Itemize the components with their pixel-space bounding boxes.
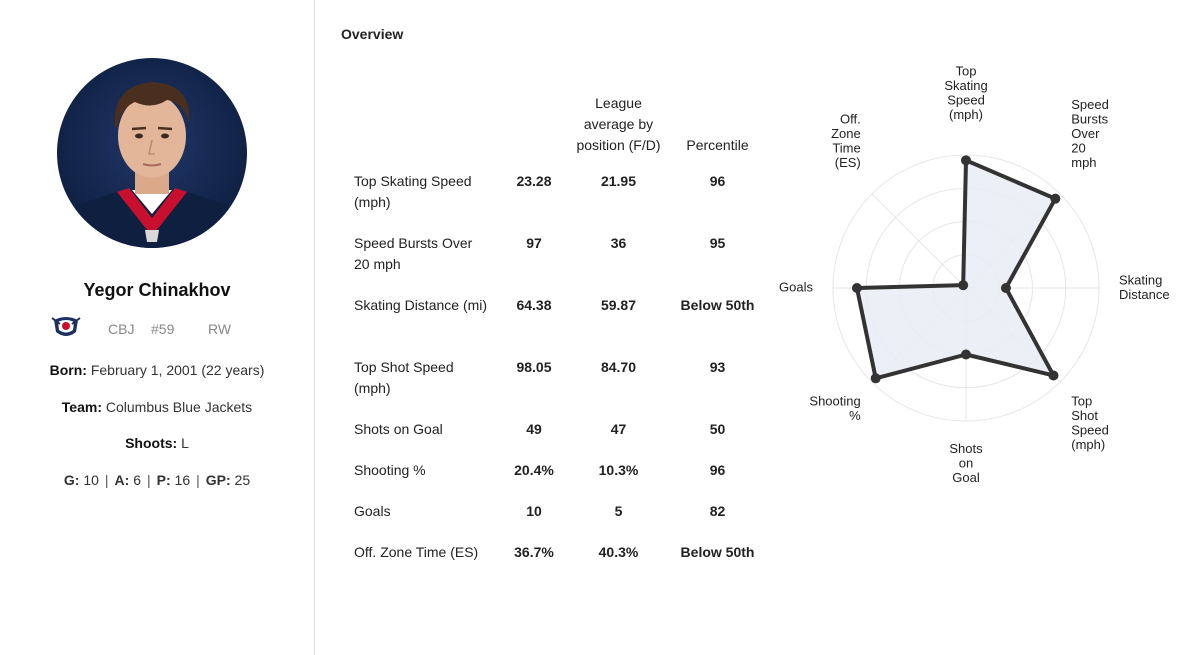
overview-title: Overview <box>341 26 404 42</box>
radar-axis-label <box>1071 393 1109 452</box>
radar-data-point <box>1001 283 1011 293</box>
league-average-cell: 36 <box>610 235 627 251</box>
radar-data-point <box>871 373 881 383</box>
table-row <box>353 459 767 500</box>
radar-axis-label-line: Goal <box>952 470 980 485</box>
radar-axis-label-line: (mph) <box>1071 436 1106 452</box>
value-cell: 23.28 <box>516 173 552 189</box>
player-headshot <box>57 58 247 248</box>
value-cell: 49 <box>526 421 542 437</box>
radar-chart <box>760 63 1180 495</box>
radar-spoke <box>872 194 966 288</box>
league-average-cell: 47 <box>610 421 627 437</box>
stats-separator: | <box>147 472 151 488</box>
radar-axis-label <box>779 280 813 295</box>
radar-axis-label-line: mph <box>1071 154 1097 170</box>
league-average-cell: 84.70 <box>600 359 637 375</box>
points-value: 16 <box>174 472 191 488</box>
radar-axis-label-line: (mph) <box>949 107 983 123</box>
radar-axis-label-line: on <box>958 455 974 471</box>
radar-data-point <box>1048 370 1058 380</box>
table-row <box>353 232 767 294</box>
team-logo-icon <box>50 314 82 340</box>
table-header-row <box>353 92 767 170</box>
radar-axis-label <box>949 441 983 485</box>
metric-cell: Goals <box>354 503 391 519</box>
percentile-cell: Below 50th <box>680 544 755 560</box>
metric-cell: Skating Distance (mi) <box>354 297 488 313</box>
stats-separator: | <box>196 472 200 488</box>
radar-data-point <box>1050 194 1060 204</box>
player-team-row <box>0 316 314 342</box>
radar-data-point <box>958 280 968 290</box>
league-average-cell: 21.95 <box>600 173 637 189</box>
value-cell: 98.05 <box>516 359 552 375</box>
born-info <box>0 362 314 378</box>
team-abbreviation: CBJ <box>108 321 135 337</box>
table-row <box>353 356 767 418</box>
team-info <box>0 399 314 415</box>
radar-axis-label-line: (ES) <box>834 154 861 170</box>
born-value: February 1, 2001 (22 years) <box>90 362 265 378</box>
radar-axis-label <box>809 393 861 423</box>
radar-axis-label-line: Speed <box>1071 96 1109 112</box>
league-average-cell: 40.3% <box>598 544 639 560</box>
header-league-average: League average by position (F/D) <box>576 95 661 153</box>
radar-axis-label-line: Zone <box>831 125 861 141</box>
header-percentile: Percentile <box>686 137 749 153</box>
radar-axis-label-line: Shots <box>949 441 983 456</box>
radar-data-point <box>961 155 971 165</box>
radar-axis-label <box>944 64 987 122</box>
league-average-cell: 59.87 <box>600 297 637 313</box>
games-played-value: 25 <box>234 472 251 488</box>
radar-axis-label-line: Over <box>1071 125 1100 141</box>
metric-cell: Top Shot Speed (mph) <box>354 359 454 396</box>
radar-data-point <box>852 283 862 293</box>
radar-axis-label-line: Top <box>955 63 977 79</box>
value-cell: 64.38 <box>516 297 552 313</box>
points-label: P: <box>156 472 171 488</box>
value-cell: 97 <box>526 235 542 251</box>
percentile-cell: 82 <box>709 503 726 519</box>
percentile-cell: 96 <box>709 173 726 189</box>
radar-axis-label <box>1119 272 1170 302</box>
radar-axis-label-line: Skating <box>944 78 988 94</box>
percentile-cell: 95 <box>709 235 726 251</box>
radar-axis-label-line: Shot <box>1071 407 1099 423</box>
games-played-label: GP: <box>205 472 231 488</box>
radar-axis-label-line: Time <box>832 140 861 156</box>
metric-cell: Speed Bursts Over 20 mph <box>354 235 473 272</box>
team-label: Team: <box>61 399 102 415</box>
stats-separator: | <box>104 472 109 488</box>
table-row <box>353 418 767 459</box>
goals-value: 10 <box>83 472 99 488</box>
assists-value: 6 <box>133 472 142 488</box>
percentile-cell: 96 <box>709 462 726 478</box>
overview-table-body <box>353 170 767 582</box>
value-cell: 10 <box>526 503 542 519</box>
radar-axis-label-line: Off. <box>840 111 861 127</box>
radar-axis-label-line: Goals <box>779 279 813 295</box>
metric-cell: Off. Zone Time (ES) <box>354 544 479 560</box>
percentile-cell: Below 50th <box>680 297 755 313</box>
radar-axis-label <box>831 111 861 170</box>
radar-axis-label-line: Top <box>1071 393 1093 409</box>
radar-series-polygon <box>857 160 1055 378</box>
radar-axis-label <box>1071 97 1109 170</box>
radar-axis-label-line: % <box>849 407 861 423</box>
shoots-label: Shoots: <box>125 435 178 451</box>
team-value: Columbus Blue Jackets <box>105 399 253 415</box>
player-position: RW <box>208 321 232 337</box>
shoots-info <box>0 435 314 451</box>
percentile-cell: 50 <box>709 421 726 437</box>
assists-label: A: <box>114 472 130 488</box>
jersey-number: #59 <box>151 321 175 337</box>
radar-axis-label-line: Shooting <box>809 393 861 409</box>
metric-cell: Shooting % <box>354 462 426 478</box>
header-metric <box>353 92 499 170</box>
season-stats <box>0 472 314 488</box>
overview-table <box>353 92 767 582</box>
metric-cell: Top Skating Speed (mph) <box>354 173 472 210</box>
table-row <box>353 500 767 541</box>
player-profile-panel <box>0 0 315 655</box>
goals-label: G: <box>63 472 80 488</box>
percentile-cell: 93 <box>709 359 726 375</box>
radar-axis-label-line: Speed <box>1071 422 1109 438</box>
header-value <box>499 92 569 170</box>
league-average-cell: 10.3% <box>598 462 639 478</box>
league-average-cell: 5 <box>614 503 623 519</box>
value-cell: 20.4% <box>514 462 554 478</box>
born-label: Born: <box>49 362 87 378</box>
player-name: Yegor Chinakhov <box>83 280 231 300</box>
radar-axis-label-line: Skating <box>1119 272 1163 288</box>
table-row <box>353 170 767 232</box>
radar-data-point <box>961 350 971 360</box>
radar-axis-label-line: 20 <box>1071 140 1086 156</box>
table-row <box>353 294 767 356</box>
shoots-value: L <box>181 435 189 451</box>
value-cell: 36.7% <box>514 544 554 560</box>
radar-axis-label-line: Distance <box>1119 286 1170 302</box>
radar-axis-label-line: Bursts <box>1071 111 1109 127</box>
radar-axis-label-line: Speed <box>947 92 985 108</box>
metric-cell: Shots on Goal <box>354 421 443 437</box>
table-row <box>353 541 767 582</box>
